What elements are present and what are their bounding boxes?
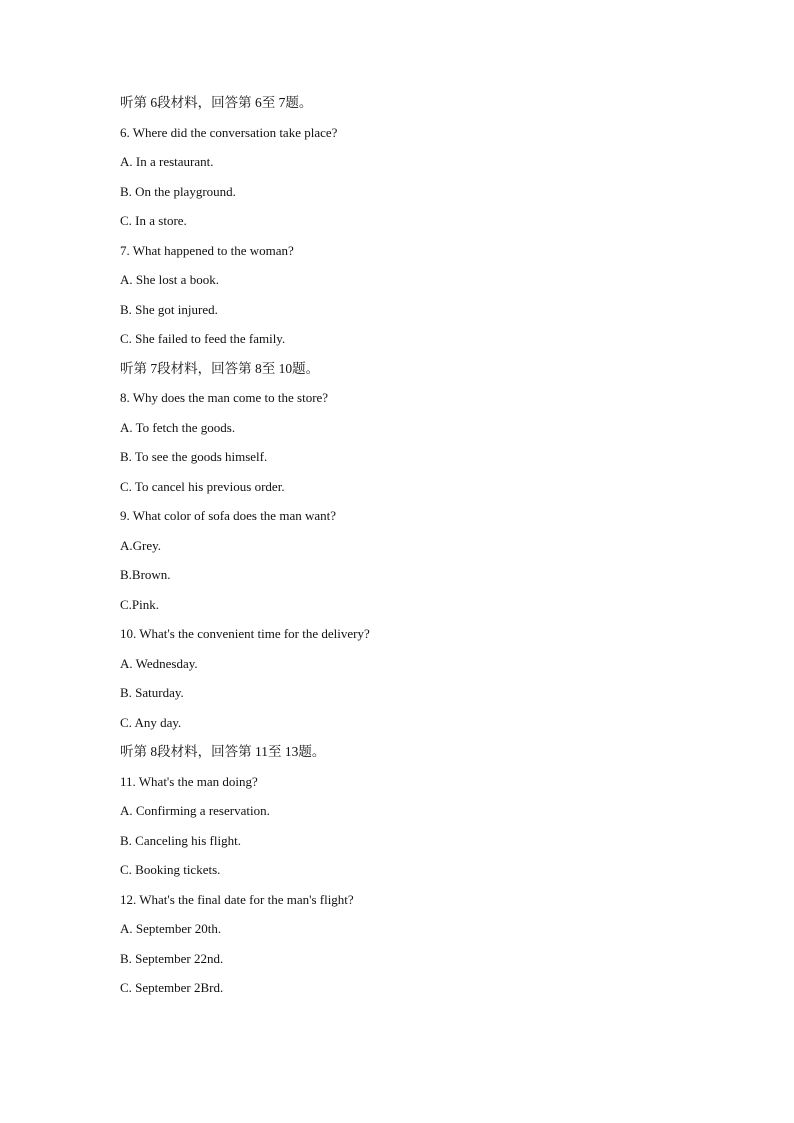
answer-option: A. September 20th. bbox=[120, 921, 222, 936]
answer-option: B.Brown. bbox=[120, 567, 171, 582]
answer-option: A. To fetch the goods. bbox=[120, 419, 236, 435]
answer-option: C.Pink. bbox=[120, 596, 160, 612]
answer-option: A. In a restaurant. bbox=[120, 154, 214, 169]
answer-option: A. Wednesday. bbox=[120, 655, 198, 671]
answer-option: B. Canceling his flight. bbox=[120, 832, 241, 848]
question-text: 6. Where did the conversation take place? bbox=[120, 124, 338, 140]
question-text: 8. Why does the man come to the store? bbox=[120, 390, 329, 405]
question-text: 12. What's the final date for the man's flight? bbox=[120, 891, 354, 907]
question-text: 11. What's the man doing? bbox=[120, 773, 258, 789]
answer-option: B. September 22nd. bbox=[120, 950, 224, 966]
answer-option: B. Saturday. bbox=[120, 685, 184, 700]
answer-option: A. She lost a book. bbox=[120, 272, 219, 287]
answer-option: C. In a store. bbox=[120, 213, 187, 228]
question-text: 7. What happened to the woman? bbox=[120, 242, 294, 258]
section-instruction: 听第 8段材料，回答第 11至 13题。 bbox=[120, 744, 326, 759]
answer-option: C. Any day. bbox=[120, 714, 182, 730]
answer-option: B. To see the goods himself. bbox=[120, 449, 268, 464]
answer-option: C. To cancel his previous order. bbox=[120, 478, 285, 494]
question-text: 9. What color of sofa does the man want? bbox=[120, 508, 336, 523]
answer-option: A. Confirming a reservation. bbox=[120, 803, 270, 818]
answer-option: B. She got injured. bbox=[120, 301, 218, 317]
section-instruction: 听第 6段材料，回答第 6至 7题。 bbox=[120, 95, 313, 110]
answer-option: C. She failed to feed the family. bbox=[120, 331, 286, 346]
answer-option: A.Grey. bbox=[120, 537, 162, 553]
listening-questions bbox=[120, 93, 720, 1008]
answer-option: B. On the playground. bbox=[120, 183, 236, 199]
answer-option: C. September 2Brd. bbox=[120, 980, 224, 995]
answer-option: C. Booking tickets. bbox=[120, 862, 221, 877]
section-instruction: 听第 7段材料，回答第 8至 10题。 bbox=[120, 360, 320, 376]
question-text: 10. What's the convenient time for the delivery? bbox=[120, 626, 370, 641]
